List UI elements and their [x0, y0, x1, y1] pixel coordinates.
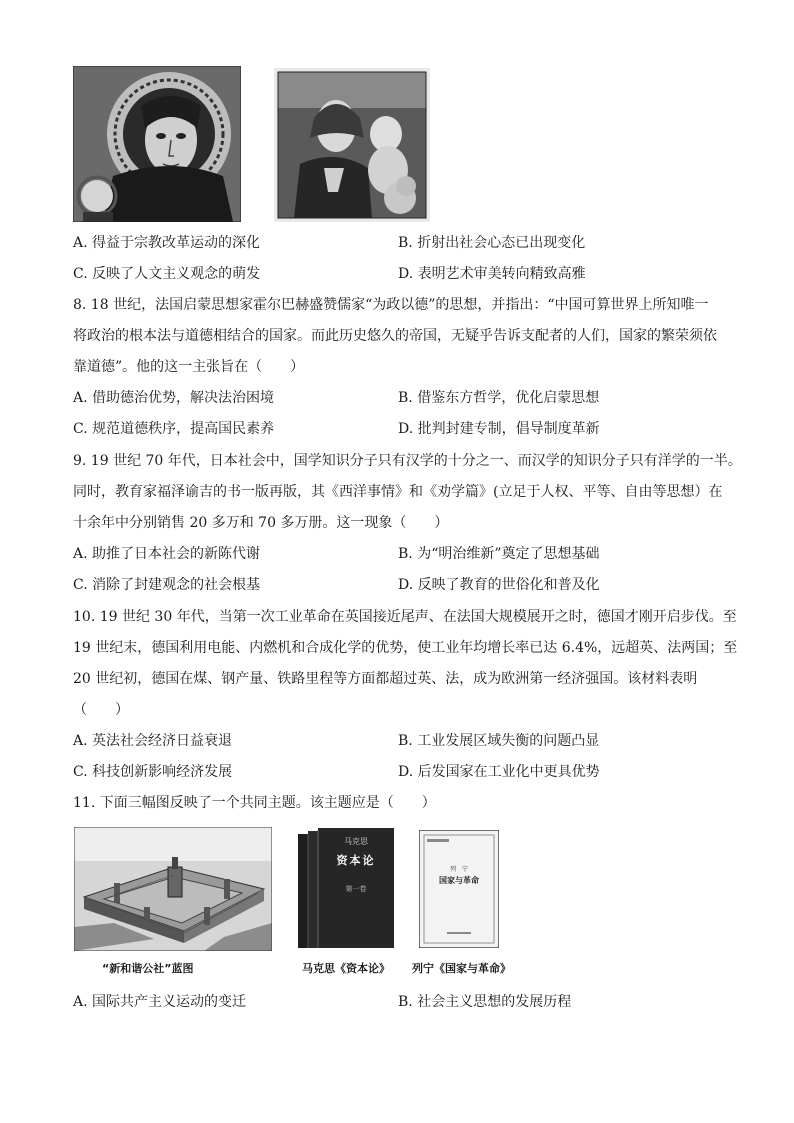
q8-option-c: C. 规范道德秩序，提高国民素养 — [73, 421, 275, 437]
q7-option-a: A. 得益于宗教改革运动的深化 — [73, 235, 261, 251]
q8-stem-line-2: 将政治的根本法与道德相结合的国家。而此历史悠久的帝国，无疑乎告诉支配者的人们，国家的繁荣须依 — [73, 328, 717, 344]
q9-stem-line-1: 9. 19 世纪 70 年代，日本社会中，国学知识分子只有汉学的十分之一、而汉学的知识分子只有洋学的一半。 — [73, 453, 742, 469]
q8-option-d: D. 批判封建专制，倡导制度革新 — [398, 421, 600, 437]
q7-option-d: D. 表明艺术审美转向精致高雅 — [398, 266, 586, 282]
book2-author: 列 宁 — [449, 866, 468, 873]
state-and-revolution-book-image — [419, 830, 499, 948]
q9-stem-line-2: 同时，教育家福泽谕吉的书一版再版，其《西洋事情》和《劝学篇》(立足于人权、平等、自由等思想）在 — [73, 484, 723, 500]
caption-state-and-revolution: 列宁《国家与革命》 — [412, 962, 511, 975]
caption-das-kapital: 马克思《资本论》 — [302, 962, 390, 975]
q10-option-d: D. 后发国家在工业化中更具优势 — [398, 764, 600, 780]
q9-option-c: C. 消除了封建观念的社会根基 — [73, 577, 261, 593]
q10-option-b: B. 工业发展区域失衡的问题凸显 — [398, 733, 600, 749]
q8-stem-line-3: 靠道德”。他的这一主张旨在（ ） — [73, 359, 305, 375]
q8-stem-line-1: 8. 18 世纪，法国启蒙思想家霍尔巴赫盛赞儒家“为政以德”的思想，并指出：“中国可算世界上所知唯一 — [73, 297, 709, 313]
q10-stem-line-2: 19 世纪末，德国利用电能、内燃机和合成化学的优势，使工业年均增长率已达 6.4%，远超英、法两国；至 — [73, 640, 738, 656]
q9-stem-line-3: 十余年中分别销售 20 多万和 70 多万册。这一现象（ ） — [73, 515, 449, 531]
q10-option-a: A. 英法社会经济日益衰退 — [73, 733, 233, 749]
byzantine-madonna-icon — [73, 66, 241, 222]
q7-option-c: C. 反映了人文主义观念的萌发 — [73, 266, 261, 282]
caption-new-harmony: “新和谐公社”蓝图 — [102, 962, 194, 975]
q11-option-b: B. 社会主义思想的发展历程 — [398, 994, 572, 1010]
q8-option-b: B. 借鉴东方哲学，优化启蒙思想 — [398, 390, 600, 406]
q9-option-a: A. 助推了日本社会的新陈代谢 — [73, 546, 261, 562]
book2-title: 国家与革命 — [439, 875, 479, 885]
book1-author: 马克思 — [344, 837, 368, 846]
q11-option-a: A. 国际共产主义运动的变迁 — [73, 994, 247, 1010]
new-harmony-blueprint-image — [74, 827, 272, 951]
renaissance-madonna-painting — [274, 68, 430, 222]
q8-option-a: A. 借助德治优势，解决法治困境 — [73, 390, 275, 406]
q9-option-b: B. 为“明治维新”奠定了思想基础 — [398, 546, 600, 562]
q11-stem-line-1: 11. 下面三幅图反映了一个共同主题。该主题应是（ ） — [73, 795, 436, 811]
q10-stem-line-4: （ ） — [73, 702, 129, 718]
book1-volume: 第一卷 — [345, 885, 367, 893]
q10-stem-line-1: 10. 19 世纪 30 年代，当第一次工业革命在英国接近尾声、在法国大规模展开之时，德国才刚开启步伐。至 — [73, 609, 737, 625]
q10-option-c: C. 科技创新影响经济发展 — [73, 764, 233, 780]
book1-title: 资本论 — [336, 854, 376, 867]
q9-option-d: D. 反映了教育的世俗化和普及化 — [398, 577, 600, 593]
q7-option-b: B. 折射出社会心态已出现变化 — [398, 235, 586, 251]
q10-stem-line-3: 20 世纪初，德国在煤、钢产量、铁路里程等方面都超过英、法，成为欧洲第一经济强国。该材料表明 — [73, 671, 698, 687]
